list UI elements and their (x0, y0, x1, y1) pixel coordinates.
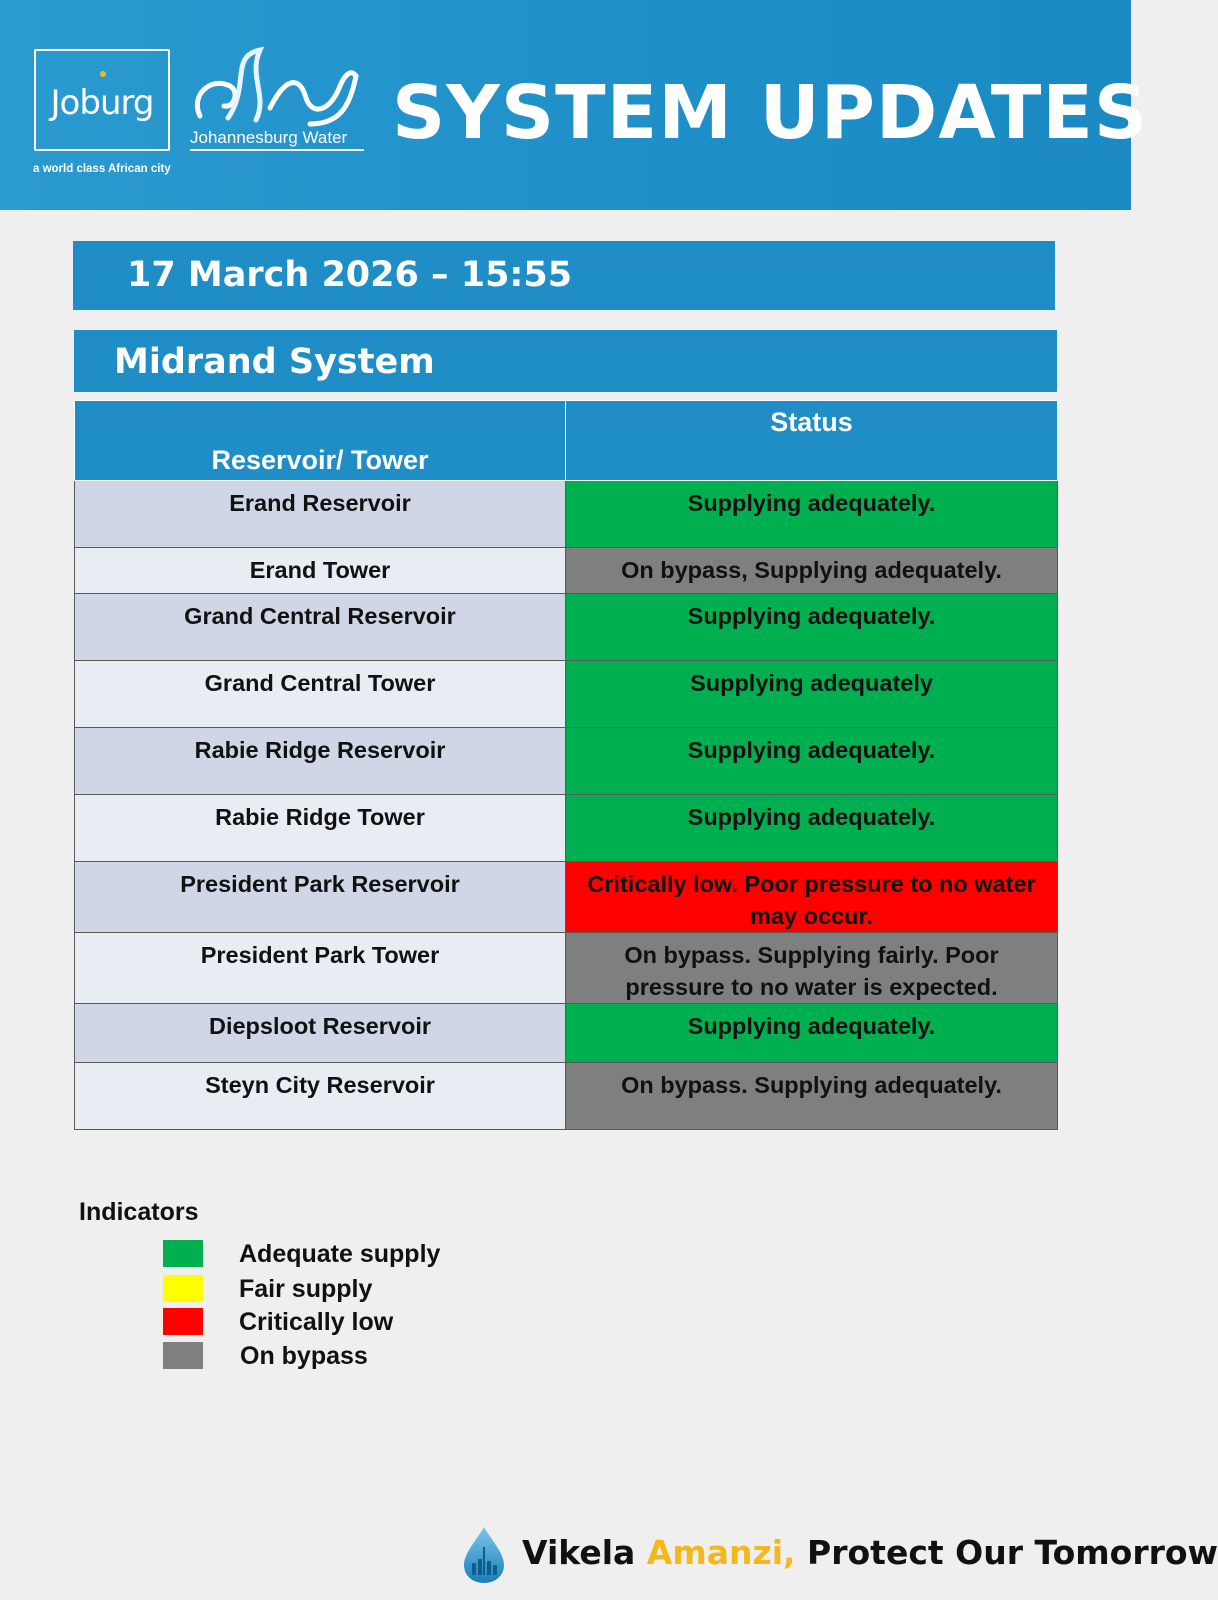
reservoir-name: Diepsloot Reservoir (75, 1004, 566, 1063)
table-row (75, 548, 1058, 594)
status-cell: On bypass. Supplying fairly. Poor pressure to no water is expected. (566, 933, 1058, 1004)
page-title: SYSTEM UPDATES (392, 70, 1149, 156)
status-cell: Supplying adequately (566, 661, 1058, 728)
legend-swatch-yellow (163, 1275, 203, 1302)
reservoir-name: Rabie Ridge Tower (75, 795, 566, 862)
table-row (75, 795, 1058, 862)
table-row (75, 661, 1058, 728)
legend-swatch-red (163, 1308, 203, 1335)
reservoir-name: Rabie Ridge Reservoir (75, 728, 566, 795)
reservoir-name: Grand Central Tower (75, 661, 566, 728)
status-cell: Critically low. Poor pressure to no water may occur. (566, 862, 1058, 933)
status-cell: Supplying adequately. (566, 1004, 1058, 1063)
status-cell: On bypass. Supplying adequately. (566, 1063, 1058, 1130)
joburg-tagline: a world class African city (33, 163, 171, 175)
legend (79, 1198, 441, 1370)
reservoir-name: Erand Reservoir (75, 481, 566, 548)
header-banner (0, 0, 1149, 210)
legend-swatch-green (163, 1240, 203, 1267)
table-row (75, 862, 1058, 933)
legend-item-bypass (163, 1342, 563, 1372)
legend-label: On bypass (240, 1342, 368, 1370)
table-row (75, 594, 1058, 661)
table-row (75, 728, 1058, 795)
column-header-reservoir: Reservoir/ Tower (75, 401, 566, 481)
legend-label: Adequate supply (239, 1240, 441, 1268)
status-cell: On bypass, Supplying adequately. (566, 548, 1058, 594)
status-table (74, 400, 1058, 1130)
status-cell: Supplying adequately. (566, 795, 1058, 862)
reservoir-name: Grand Central Reservoir (75, 594, 566, 661)
table-row (75, 481, 1058, 548)
system-banner (74, 330, 1057, 392)
slogan-part1: Vikela (522, 1533, 636, 1572)
table-row (75, 1004, 1058, 1063)
legend-title: Indicators (79, 1198, 199, 1226)
status-cell: Supplying adequately. (566, 481, 1058, 548)
legend-label: Critically low (239, 1308, 394, 1336)
legend-item-fair (163, 1275, 563, 1305)
legend-swatch-grey (163, 1342, 203, 1369)
reservoir-name: Steyn City Reservoir (75, 1063, 566, 1130)
water-drop-city-icon (462, 1525, 506, 1585)
logo-accent-dot (100, 71, 106, 77)
slogan-part2: Protect Our Tomorrow (807, 1533, 1218, 1572)
legend-item-critical (163, 1308, 563, 1338)
system-name: Midrand System (114, 342, 435, 382)
water-wave-icon (190, 46, 366, 128)
footer-slogan (462, 1525, 1218, 1585)
status-cell: Supplying adequately. (566, 594, 1058, 661)
slogan-accent: Amanzi, (646, 1533, 796, 1572)
reservoir-name: Erand Tower (75, 548, 566, 594)
legend-item-adequate (163, 1240, 563, 1270)
status-cell: Supplying adequately. (566, 728, 1058, 795)
reservoir-name: President Park Tower (75, 933, 566, 1004)
joburg-logo (34, 49, 170, 151)
johannesburg-water-name: Johannesburg Water (190, 128, 348, 147)
johannesburg-water-logo (190, 46, 366, 154)
date-banner (73, 241, 1055, 310)
joburg-wordmark: Joburg (50, 83, 154, 123)
table-row (75, 933, 1058, 1004)
slogan-text (522, 1533, 1218, 1572)
reservoir-name: President Park Reservoir (75, 862, 566, 933)
table-row (75, 1063, 1058, 1130)
update-datetime: 17 March 2026 – 15:55 (127, 255, 573, 295)
table-header-row (75, 401, 1058, 481)
column-header-status: Status (566, 401, 1058, 481)
logo-underline (190, 149, 364, 151)
legend-label: Fair supply (239, 1275, 373, 1303)
